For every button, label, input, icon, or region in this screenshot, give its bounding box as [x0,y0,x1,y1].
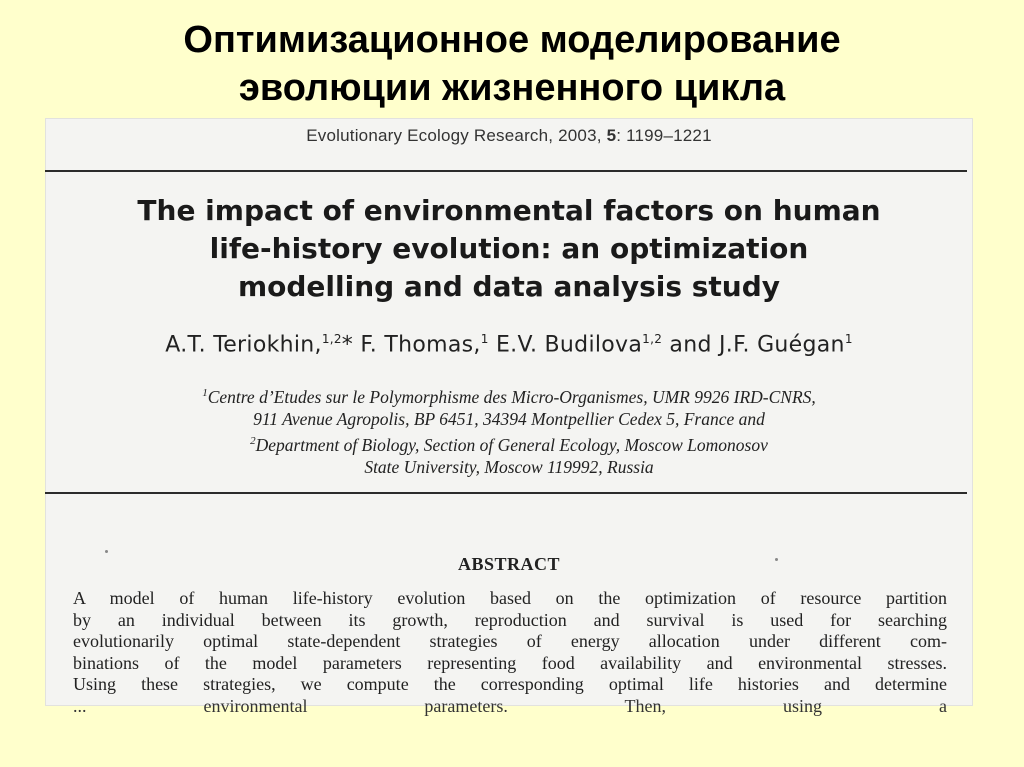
journal-citation [45,126,973,146]
affiliation-line-1 [45,382,973,408]
author-3-affil: 1,2 [642,332,663,346]
slide-title-line-1: Оптимизационное моделирование [183,19,841,61]
author-1: A.T. Teriokhin, [165,332,322,358]
abstract-line-3: evolutionarily optimal state-dependent strategies of energy allocation under different com- [73,631,947,651]
header-rule [45,170,967,172]
author-4-affil: 1 [844,332,853,346]
paper-scan-image [45,118,973,716]
affiliation-line-3 [45,430,973,456]
affiliation-1-marker: 1 [202,387,208,399]
citation-volume: 5 [606,126,617,145]
author-4: and J.F. Guégan [662,332,845,358]
author-3: E.V. Budilova [488,332,643,358]
affiliations [45,382,973,478]
abstract-line-4: binations of the model parameters representing food availability and environmental stresses. [73,652,947,673]
author-2: * F. Thomas, [341,332,481,358]
author-list [45,332,973,357]
affiliation-line-2: 911 Avenue Agropolis, BP 6451, 34394 Montpellier Cedex 5, France and [253,408,765,429]
paper-title-line-3: modelling and data analysis study [237,270,781,303]
author-2-affil: 1 [480,332,489,346]
affiliation-line-4: State University, Moscow 119992, Russia [364,456,654,477]
abstract-line-1: A model of human life-history evolution based on the optimization of resource partition [73,588,947,608]
abstract-line-6-cropped: ... environmental parameters. Then, using a [73,695,947,716]
citation-journal: Evolutionary Ecology Research, 2003, [306,126,607,145]
citation-pages: : 1199–1221 [616,126,712,145]
slide-title [0,16,1024,112]
abstract-line-2: by an individual between its growth, reproduction and survival is used for searching [73,609,947,630]
scan-speck [105,550,108,553]
affiliation-2-text: Department of Biology, Section of General Ecology, Moscow Lomonosov [255,434,768,455]
author-1-affil: 1,2 [321,332,342,346]
paper-title-line-2: life-history evolution: an optimization [209,232,809,265]
affiliation-rule [45,492,967,494]
paper-title-line-1: The impact of environmental factors on human [137,194,881,227]
slide-title-line-2: эволюции жизненного цикла [238,67,786,109]
affiliation-2-marker: 2 [250,434,256,447]
paper-title [45,192,973,306]
abstract-text [73,588,947,716]
abstract-line-5: Using these strategies, we compute the corresponding optimal life histories and determine [73,674,947,694]
abstract-heading: ABSTRACT [457,554,561,574]
affiliation-1-text: Centre d’Etudes sur le Polymorphisme des Micro-Organismes, UMR 9926 IRD-CNRS, [207,386,816,407]
